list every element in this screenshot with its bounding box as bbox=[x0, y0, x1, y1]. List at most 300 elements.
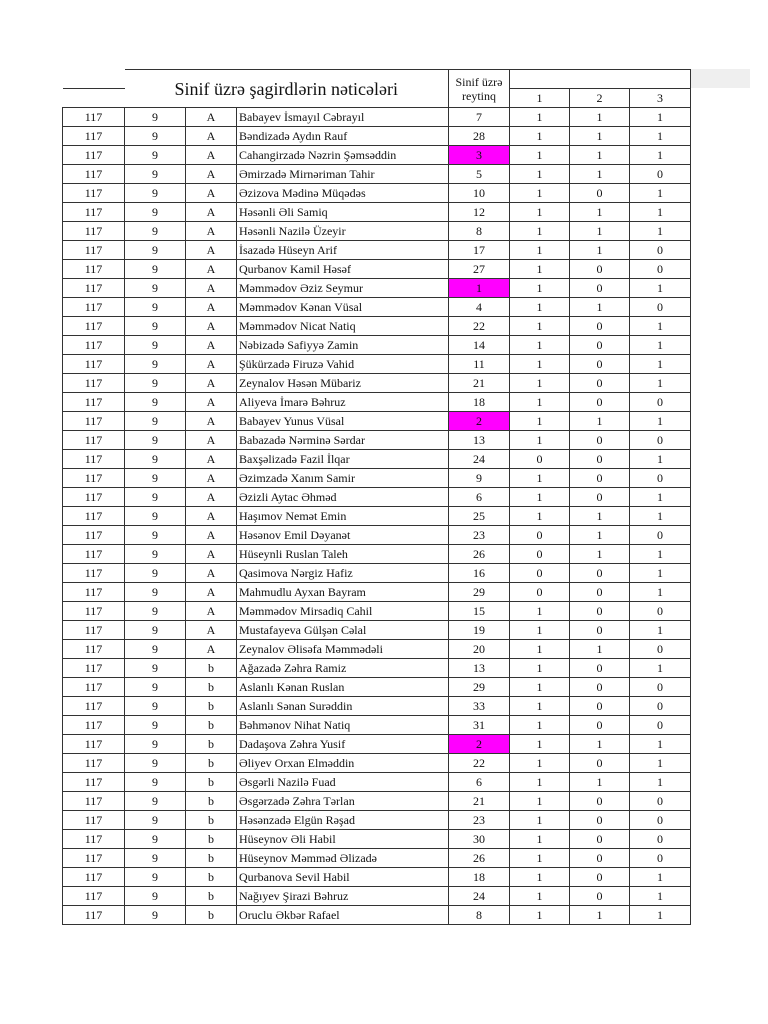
section-cell: b bbox=[186, 773, 237, 792]
q2-cell: 0 bbox=[570, 374, 630, 393]
grade-cell: 9 bbox=[125, 165, 186, 184]
grade-cell: 9 bbox=[125, 621, 186, 640]
results-table bbox=[62, 69, 691, 925]
student-name-cell: Mustafayeva Gülşən Cəlal bbox=[237, 621, 449, 640]
q3-cell: 0 bbox=[630, 260, 691, 279]
school-cell: 117 bbox=[63, 773, 125, 792]
grade-cell: 9 bbox=[125, 374, 186, 393]
rating-cell: 2 bbox=[449, 412, 510, 431]
student-name-cell: İsazadə Hüseyn Arif bbox=[237, 241, 449, 260]
table-row bbox=[63, 507, 691, 526]
q3-cell: 0 bbox=[630, 830, 691, 849]
q3-cell: 0 bbox=[630, 393, 691, 412]
rating-cell: 25 bbox=[449, 507, 510, 526]
q2-cell: 1 bbox=[570, 203, 630, 222]
q2-cell: 0 bbox=[570, 450, 630, 469]
q1-cell: 1 bbox=[510, 868, 570, 887]
rating-cell: 16 bbox=[449, 564, 510, 583]
grade-cell: 9 bbox=[125, 735, 186, 754]
grade-cell: 9 bbox=[125, 298, 186, 317]
q3-cell: 0 bbox=[630, 602, 691, 621]
q1-cell: 1 bbox=[510, 621, 570, 640]
school-cell: 117 bbox=[63, 507, 125, 526]
q3-cell: 1 bbox=[630, 868, 691, 887]
grade-cell: 9 bbox=[125, 431, 186, 450]
rating-cell: 4 bbox=[449, 298, 510, 317]
school-cell: 117 bbox=[63, 754, 125, 773]
rating-cell: 13 bbox=[449, 431, 510, 450]
table-row bbox=[63, 621, 691, 640]
student-name-cell: Bəndizadə Aydın Rauf bbox=[237, 127, 449, 146]
section-cell: b bbox=[186, 849, 237, 868]
school-cell: 117 bbox=[63, 659, 125, 678]
section-cell: A bbox=[186, 602, 237, 621]
q1-cell: 1 bbox=[510, 735, 570, 754]
q1-cell: 1 bbox=[510, 754, 570, 773]
q2-cell: 1 bbox=[570, 108, 630, 127]
rating-cell: 29 bbox=[449, 583, 510, 602]
q1-cell: 1 bbox=[510, 165, 570, 184]
q1-cell: 1 bbox=[510, 773, 570, 792]
q3-cell: 1 bbox=[630, 336, 691, 355]
rating-cell: 27 bbox=[449, 260, 510, 279]
school-cell: 117 bbox=[63, 412, 125, 431]
q3-cell: 1 bbox=[630, 108, 691, 127]
header-gray-strip bbox=[690, 69, 750, 88]
q2-cell: 1 bbox=[570, 298, 630, 317]
q1-cell: 1 bbox=[510, 488, 570, 507]
q1-cell: 1 bbox=[510, 393, 570, 412]
q1-cell: 1 bbox=[510, 811, 570, 830]
q1-cell: 0 bbox=[510, 526, 570, 545]
q2-cell: 1 bbox=[570, 526, 630, 545]
school-cell: 117 bbox=[63, 146, 125, 165]
student-name-cell: Əzimzadə Xanım Samir bbox=[237, 469, 449, 488]
q2-cell: 0 bbox=[570, 431, 630, 450]
table-row bbox=[63, 640, 691, 659]
q2-cell: 0 bbox=[570, 754, 630, 773]
student-name-cell: Oruclu Əkbər Rafael bbox=[237, 906, 449, 925]
table-row bbox=[63, 659, 691, 678]
grade-cell: 9 bbox=[125, 678, 186, 697]
student-name-cell: Qasimova Nərgiz Hafiz bbox=[237, 564, 449, 583]
q2-cell: 1 bbox=[570, 165, 630, 184]
q1-cell: 1 bbox=[510, 469, 570, 488]
q2-cell: 0 bbox=[570, 488, 630, 507]
q3-cell: 1 bbox=[630, 621, 691, 640]
q2-cell: 0 bbox=[570, 716, 630, 735]
school-cell: 117 bbox=[63, 887, 125, 906]
student-name-cell: Hüseynli Ruslan Taleh bbox=[237, 545, 449, 564]
q1-cell: 1 bbox=[510, 678, 570, 697]
grade-cell: 9 bbox=[125, 127, 186, 146]
student-name-cell: Əzizova Mədinə Müqədəs bbox=[237, 184, 449, 203]
q2-cell: 0 bbox=[570, 564, 630, 583]
grade-cell: 9 bbox=[125, 279, 186, 298]
table-row bbox=[63, 792, 691, 811]
q1-cell: 1 bbox=[510, 792, 570, 811]
school-cell: 117 bbox=[63, 355, 125, 374]
table-row bbox=[63, 754, 691, 773]
q3-cell: 0 bbox=[630, 811, 691, 830]
q2-cell: 0 bbox=[570, 830, 630, 849]
section-cell: A bbox=[186, 279, 237, 298]
table-row bbox=[63, 488, 691, 507]
grade-cell: 9 bbox=[125, 507, 186, 526]
student-name-cell: Zeynalov Həsən Mübariz bbox=[237, 374, 449, 393]
table-row bbox=[63, 317, 691, 336]
q1-cell: 1 bbox=[510, 146, 570, 165]
student-name-cell: Ağazadə Zəhra Ramiz bbox=[237, 659, 449, 678]
school-cell: 117 bbox=[63, 830, 125, 849]
q3-cell: 1 bbox=[630, 184, 691, 203]
q2-cell: 1 bbox=[570, 735, 630, 754]
student-name-cell: Nəbizadə Safiyyə Zamin bbox=[237, 336, 449, 355]
student-name-cell: Hüseynov Məmməd Əlizadə bbox=[237, 849, 449, 868]
q2-cell: 0 bbox=[570, 811, 630, 830]
school-cell: 117 bbox=[63, 678, 125, 697]
student-name-cell: Şükürzadə Firuzə Vahid bbox=[237, 355, 449, 374]
section-cell: A bbox=[186, 165, 237, 184]
table-row bbox=[63, 241, 691, 260]
school-cell: 117 bbox=[63, 393, 125, 412]
rating-cell: 10 bbox=[449, 184, 510, 203]
table-row bbox=[63, 450, 691, 469]
grade-cell: 9 bbox=[125, 564, 186, 583]
grade-cell: 9 bbox=[125, 868, 186, 887]
q2-cell: 0 bbox=[570, 184, 630, 203]
school-cell: 117 bbox=[63, 488, 125, 507]
grade-cell: 9 bbox=[125, 640, 186, 659]
table-row bbox=[63, 906, 691, 925]
table-row bbox=[63, 374, 691, 393]
rating-cell: 17 bbox=[449, 241, 510, 260]
q3-cell: 1 bbox=[630, 735, 691, 754]
rating-cell: 1 bbox=[449, 279, 510, 298]
school-cell: 117 bbox=[63, 640, 125, 659]
q3-cell: 1 bbox=[630, 146, 691, 165]
q3-cell: 0 bbox=[630, 678, 691, 697]
section-cell: b bbox=[186, 735, 237, 754]
school-cell: 117 bbox=[63, 868, 125, 887]
q1-cell: 1 bbox=[510, 279, 570, 298]
q1-cell: 1 bbox=[510, 184, 570, 203]
section-cell: b bbox=[186, 811, 237, 830]
q2-cell: 0 bbox=[570, 336, 630, 355]
school-cell: 117 bbox=[63, 469, 125, 488]
school-cell: 117 bbox=[63, 431, 125, 450]
table-row bbox=[63, 602, 691, 621]
rating-cell: 8 bbox=[449, 906, 510, 925]
q1-cell: 0 bbox=[510, 450, 570, 469]
school-cell: 117 bbox=[63, 849, 125, 868]
section-cell: A bbox=[186, 450, 237, 469]
q3-cell: 0 bbox=[630, 165, 691, 184]
grade-cell: 9 bbox=[125, 716, 186, 735]
table-row bbox=[63, 336, 691, 355]
q3-cell: 1 bbox=[630, 279, 691, 298]
table-row bbox=[63, 830, 691, 849]
student-name-cell: Qurbanov Kamil Həsəf bbox=[237, 260, 449, 279]
rating-cell: 15 bbox=[449, 602, 510, 621]
table-row bbox=[63, 431, 691, 450]
section-cell: A bbox=[186, 469, 237, 488]
school-cell: 117 bbox=[63, 108, 125, 127]
q1-cell: 0 bbox=[510, 545, 570, 564]
rating-cell: 3 bbox=[449, 146, 510, 165]
table-row bbox=[63, 583, 691, 602]
q3-cell: 1 bbox=[630, 507, 691, 526]
rating-cell: 33 bbox=[449, 697, 510, 716]
grade-cell: 9 bbox=[125, 317, 186, 336]
rating-cell: 29 bbox=[449, 678, 510, 697]
table-row bbox=[63, 146, 691, 165]
q3-cell: 0 bbox=[630, 526, 691, 545]
q3-cell: 1 bbox=[630, 773, 691, 792]
grade-cell: 9 bbox=[125, 450, 186, 469]
q1-cell: 1 bbox=[510, 374, 570, 393]
grade-cell: 9 bbox=[125, 811, 186, 830]
rating-cell: 21 bbox=[449, 374, 510, 393]
student-name-cell: Həsənli Əli Samiq bbox=[237, 203, 449, 222]
q2-cell: 1 bbox=[570, 773, 630, 792]
q2-cell: 0 bbox=[570, 393, 630, 412]
q1-cell: 1 bbox=[510, 849, 570, 868]
grade-cell: 9 bbox=[125, 412, 186, 431]
q3-cell: 0 bbox=[630, 716, 691, 735]
student-name-cell: Baxşəlizadə Fazil İlqar bbox=[237, 450, 449, 469]
q1-cell: 1 bbox=[510, 906, 570, 925]
q1-cell: 1 bbox=[510, 108, 570, 127]
table-row bbox=[63, 564, 691, 583]
rating-cell: 23 bbox=[449, 811, 510, 830]
grade-cell: 9 bbox=[125, 488, 186, 507]
table-row bbox=[63, 716, 691, 735]
student-name-cell: Əsgərli Nazilə Fuad bbox=[237, 773, 449, 792]
question-col-1: 1 bbox=[510, 89, 570, 108]
school-cell: 117 bbox=[63, 450, 125, 469]
q2-cell: 0 bbox=[570, 887, 630, 906]
q2-cell: 0 bbox=[570, 355, 630, 374]
rating-cell: 9 bbox=[449, 469, 510, 488]
q2-cell: 0 bbox=[570, 260, 630, 279]
school-cell: 117 bbox=[63, 792, 125, 811]
rating-cell: 13 bbox=[449, 659, 510, 678]
section-cell: A bbox=[186, 146, 237, 165]
school-cell: 117 bbox=[63, 336, 125, 355]
q3-cell: 1 bbox=[630, 564, 691, 583]
table-row bbox=[63, 203, 691, 222]
student-name-cell: Babayev Yunus Vüsal bbox=[237, 412, 449, 431]
table-row bbox=[63, 165, 691, 184]
table-row bbox=[63, 678, 691, 697]
table-row bbox=[63, 393, 691, 412]
q1-cell: 1 bbox=[510, 222, 570, 241]
q3-cell: 1 bbox=[630, 906, 691, 925]
rating-cell: 19 bbox=[449, 621, 510, 640]
table-row bbox=[63, 526, 691, 545]
q2-cell: 0 bbox=[570, 583, 630, 602]
school-cell: 117 bbox=[63, 811, 125, 830]
q3-cell: 1 bbox=[630, 583, 691, 602]
section-cell: A bbox=[186, 127, 237, 146]
rating-cell: 5 bbox=[449, 165, 510, 184]
table-row bbox=[63, 887, 691, 906]
school-cell: 117 bbox=[63, 317, 125, 336]
q1-cell: 1 bbox=[510, 507, 570, 526]
section-cell: A bbox=[186, 507, 237, 526]
section-cell: A bbox=[186, 222, 237, 241]
student-name-cell: Babayev İsmayıl Cəbrayıl bbox=[237, 108, 449, 127]
school-cell: 117 bbox=[63, 203, 125, 222]
grade-cell: 9 bbox=[125, 906, 186, 925]
section-cell: A bbox=[186, 545, 237, 564]
q1-cell: 1 bbox=[510, 887, 570, 906]
rating-cell: 6 bbox=[449, 773, 510, 792]
student-name-cell: Zeynalov Əlisəfa Məmmədəli bbox=[237, 640, 449, 659]
school-cell: 117 bbox=[63, 697, 125, 716]
table-row bbox=[63, 127, 691, 146]
school-cell: 117 bbox=[63, 222, 125, 241]
q1-cell: 1 bbox=[510, 203, 570, 222]
section-cell: A bbox=[186, 564, 237, 583]
q2-cell: 0 bbox=[570, 621, 630, 640]
section-cell: A bbox=[186, 355, 237, 374]
school-cell: 117 bbox=[63, 260, 125, 279]
q2-cell: 0 bbox=[570, 868, 630, 887]
table-row bbox=[63, 279, 691, 298]
q3-cell: 1 bbox=[630, 317, 691, 336]
section-cell: A bbox=[186, 298, 237, 317]
grade-cell: 9 bbox=[125, 849, 186, 868]
grade-cell: 9 bbox=[125, 887, 186, 906]
table-row bbox=[63, 108, 691, 127]
q2-cell: 0 bbox=[570, 317, 630, 336]
grade-cell: 9 bbox=[125, 659, 186, 678]
rating-cell: 30 bbox=[449, 830, 510, 849]
q1-cell: 1 bbox=[510, 602, 570, 621]
header-row bbox=[63, 70, 691, 89]
q1-cell: 1 bbox=[510, 317, 570, 336]
section-cell: b bbox=[186, 906, 237, 925]
section-cell: A bbox=[186, 108, 237, 127]
questions-group-header bbox=[510, 70, 691, 89]
student-name-cell: Haşımov Nemət Emin bbox=[237, 507, 449, 526]
q2-cell: 0 bbox=[570, 697, 630, 716]
table-row bbox=[63, 355, 691, 374]
q1-cell: 1 bbox=[510, 127, 570, 146]
q1-cell: 1 bbox=[510, 431, 570, 450]
student-name-cell: Əzizli Aytac Əhməd bbox=[237, 488, 449, 507]
q2-cell: 0 bbox=[570, 792, 630, 811]
rating-cell: 31 bbox=[449, 716, 510, 735]
q3-cell: 1 bbox=[630, 203, 691, 222]
rating-cell: 22 bbox=[449, 317, 510, 336]
grade-cell: 9 bbox=[125, 583, 186, 602]
section-cell: A bbox=[186, 621, 237, 640]
q1-cell: 0 bbox=[510, 564, 570, 583]
q3-cell: 1 bbox=[630, 754, 691, 773]
rating-cell: 18 bbox=[449, 868, 510, 887]
q2-cell: 1 bbox=[570, 127, 630, 146]
q2-cell: 0 bbox=[570, 849, 630, 868]
grade-cell: 9 bbox=[125, 697, 186, 716]
section-cell: A bbox=[186, 184, 237, 203]
grade-cell: 9 bbox=[125, 469, 186, 488]
school-cell: 117 bbox=[63, 716, 125, 735]
section-cell: A bbox=[186, 431, 237, 450]
q1-cell: 1 bbox=[510, 640, 570, 659]
school-cell: 117 bbox=[63, 526, 125, 545]
school-cell: 117 bbox=[63, 279, 125, 298]
section-cell: b bbox=[186, 716, 237, 735]
q3-cell: 1 bbox=[630, 488, 691, 507]
section-cell: A bbox=[186, 393, 237, 412]
table-row bbox=[63, 222, 691, 241]
section-cell: A bbox=[186, 583, 237, 602]
student-name-cell: Nağıyev Şirazi Bəhruz bbox=[237, 887, 449, 906]
rating-cell: 18 bbox=[449, 393, 510, 412]
grade-cell: 9 bbox=[125, 336, 186, 355]
q3-cell: 1 bbox=[630, 450, 691, 469]
rating-cell: 2 bbox=[449, 735, 510, 754]
section-cell: A bbox=[186, 317, 237, 336]
q2-cell: 1 bbox=[570, 507, 630, 526]
question-col-2: 2 bbox=[570, 89, 630, 108]
rating-cell: 12 bbox=[449, 203, 510, 222]
table-row bbox=[63, 469, 691, 488]
school-cell: 117 bbox=[63, 583, 125, 602]
school-cell: 117 bbox=[63, 165, 125, 184]
student-name-cell: Məmmədov Nicat Natiq bbox=[237, 317, 449, 336]
student-name-cell: Aslanlı Kənan Ruslan bbox=[237, 678, 449, 697]
section-cell: A bbox=[186, 526, 237, 545]
q1-cell: 1 bbox=[510, 336, 570, 355]
student-name-cell: Bəhmənov Nihat Natiq bbox=[237, 716, 449, 735]
section-cell: A bbox=[186, 203, 237, 222]
q1-cell: 1 bbox=[510, 697, 570, 716]
q3-cell: 0 bbox=[630, 792, 691, 811]
q3-cell: 1 bbox=[630, 887, 691, 906]
header-blank-2 bbox=[63, 89, 125, 108]
section-cell: b bbox=[186, 659, 237, 678]
student-name-cell: Əsgərzadə Zəhra Tərlan bbox=[237, 792, 449, 811]
section-cell: A bbox=[186, 640, 237, 659]
q3-cell: 1 bbox=[630, 659, 691, 678]
grade-cell: 9 bbox=[125, 545, 186, 564]
section-cell: b bbox=[186, 792, 237, 811]
q3-cell: 1 bbox=[630, 222, 691, 241]
student-name-cell: Məmmədov Kənan Vüsal bbox=[237, 298, 449, 317]
table-row bbox=[63, 697, 691, 716]
grade-cell: 9 bbox=[125, 146, 186, 165]
q2-cell: 1 bbox=[570, 222, 630, 241]
q3-cell: 0 bbox=[630, 849, 691, 868]
student-name-cell: Mahmudlu Ayxan Bayram bbox=[237, 583, 449, 602]
grade-cell: 9 bbox=[125, 260, 186, 279]
grade-cell: 9 bbox=[125, 754, 186, 773]
school-cell: 117 bbox=[63, 241, 125, 260]
q3-cell: 1 bbox=[630, 127, 691, 146]
student-name-cell: Aliyeva İmarə Bəhruz bbox=[237, 393, 449, 412]
q3-cell: 1 bbox=[630, 412, 691, 431]
q1-cell: 0 bbox=[510, 583, 570, 602]
q3-cell: 0 bbox=[630, 640, 691, 659]
section-cell: b bbox=[186, 754, 237, 773]
rating-cell: 6 bbox=[449, 488, 510, 507]
student-name-cell: Qurbanova Sevil Habil bbox=[237, 868, 449, 887]
section-cell: b bbox=[186, 697, 237, 716]
